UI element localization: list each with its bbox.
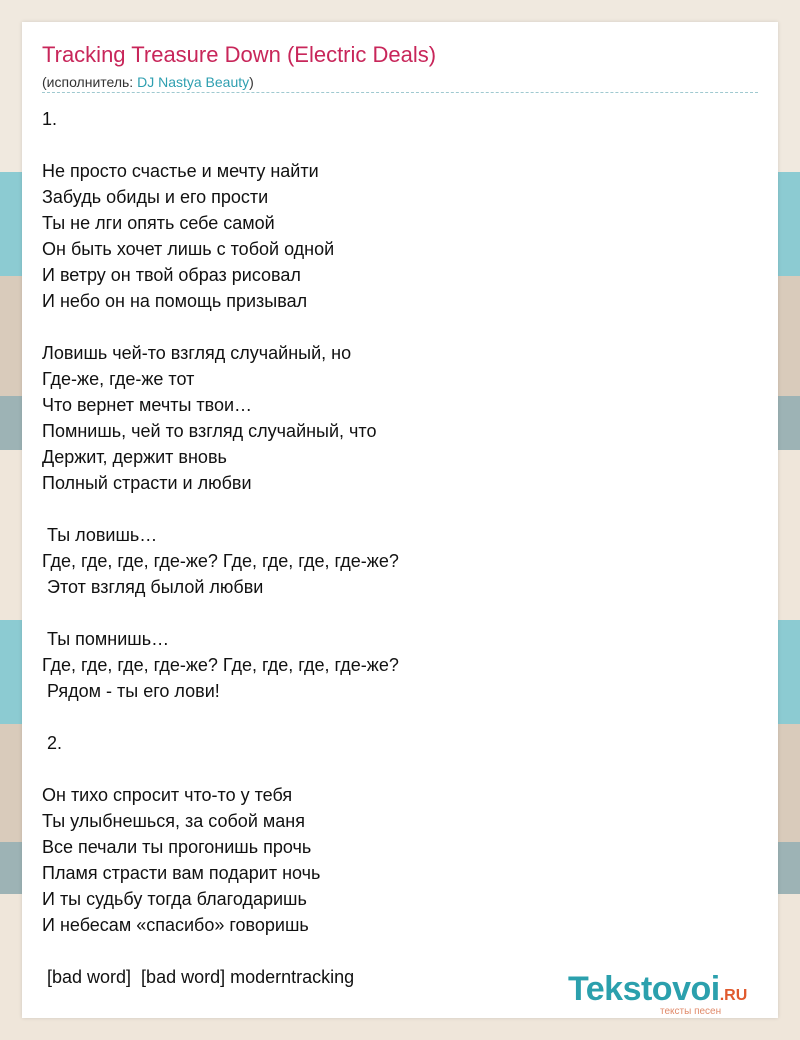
lyric-line: Этот взгляд былой любви	[42, 577, 264, 597]
site-logo[interactable]	[568, 970, 748, 1017]
lyric-line: Помнишь, чей то взгляд случайный, что	[42, 421, 377, 441]
lyric-line: И небо он на помощь призывал	[42, 291, 308, 311]
lyric-line: Где-же, где-же тот	[42, 369, 195, 389]
lyric-line: Забудь обиды и его прости	[42, 187, 269, 207]
lyric-line	[42, 704, 758, 730]
lyric-line: Где, где, где, где-же? Где, где, где, где-же?	[42, 655, 399, 675]
lyric-line: Ловишь чей-то взгляд случайный, но	[42, 343, 352, 363]
lyric-line: Все печали ты прогонишь прочь	[42, 837, 312, 857]
lyric-line: Что вернет мечты твои…	[42, 395, 253, 415]
lyric-line: Ты не лги опять себе самой	[42, 213, 275, 233]
lyric-line: Он тихо спросит что-то у тебя	[42, 785, 293, 805]
artist-suffix: )	[249, 74, 254, 90]
lyric-line: 1.	[42, 109, 58, 129]
artist-prefix: (исполнитель:	[42, 74, 138, 90]
lyric-line: Ты улыбнешься, за собой маня	[42, 811, 305, 831]
lyric-line: Ты помнишь…	[42, 629, 170, 649]
lyrics-card	[22, 22, 778, 1018]
artist-link[interactable]: DJ Nastya Beauty	[137, 74, 250, 90]
song-title: Tracking Treasure Down (Electric Deals)	[42, 42, 437, 67]
logo-tld: .RU	[719, 987, 748, 1004]
lyric-line: Держит, держит вновь	[42, 447, 227, 467]
lyric-line	[42, 600, 758, 626]
lyric-line: И ты судьбу тогда благодаришь	[42, 889, 307, 909]
lyric-line: Пламя страсти вам подарит ночь	[42, 863, 321, 883]
lyric-line: Рядом - ты его лови!	[42, 681, 220, 701]
lyric-line: 2.	[42, 733, 63, 753]
lyrics-text	[42, 106, 758, 990]
lyric-line: [bad word] [bad word] moderntracking	[42, 967, 355, 987]
lyric-line: Ты ловишь…	[42, 525, 158, 545]
lyric-line	[42, 938, 758, 964]
lyric-line: Не просто счастье и мечту найти	[42, 161, 319, 181]
lyric-line: И ветру он твой образ рисовал	[42, 265, 301, 285]
lyric-line	[42, 496, 758, 522]
artist-line	[42, 74, 254, 90]
lyric-line: И небесам «спасибо» говоришь	[42, 915, 309, 935]
logo-tagline: тексты песен	[660, 1006, 722, 1017]
lyric-line: Где, где, где, где-же? Где, где, где, где-же?	[42, 551, 399, 571]
title-divider	[42, 92, 758, 93]
lyric-line	[42, 314, 758, 340]
lyric-line: Полный страсти и любви	[42, 473, 252, 493]
lyric-line	[42, 132, 758, 158]
logo-name: Tekstovoi	[568, 970, 720, 1008]
lyric-line	[42, 756, 758, 782]
lyric-line: Он быть хочет лишь с тобой одной	[42, 239, 335, 259]
